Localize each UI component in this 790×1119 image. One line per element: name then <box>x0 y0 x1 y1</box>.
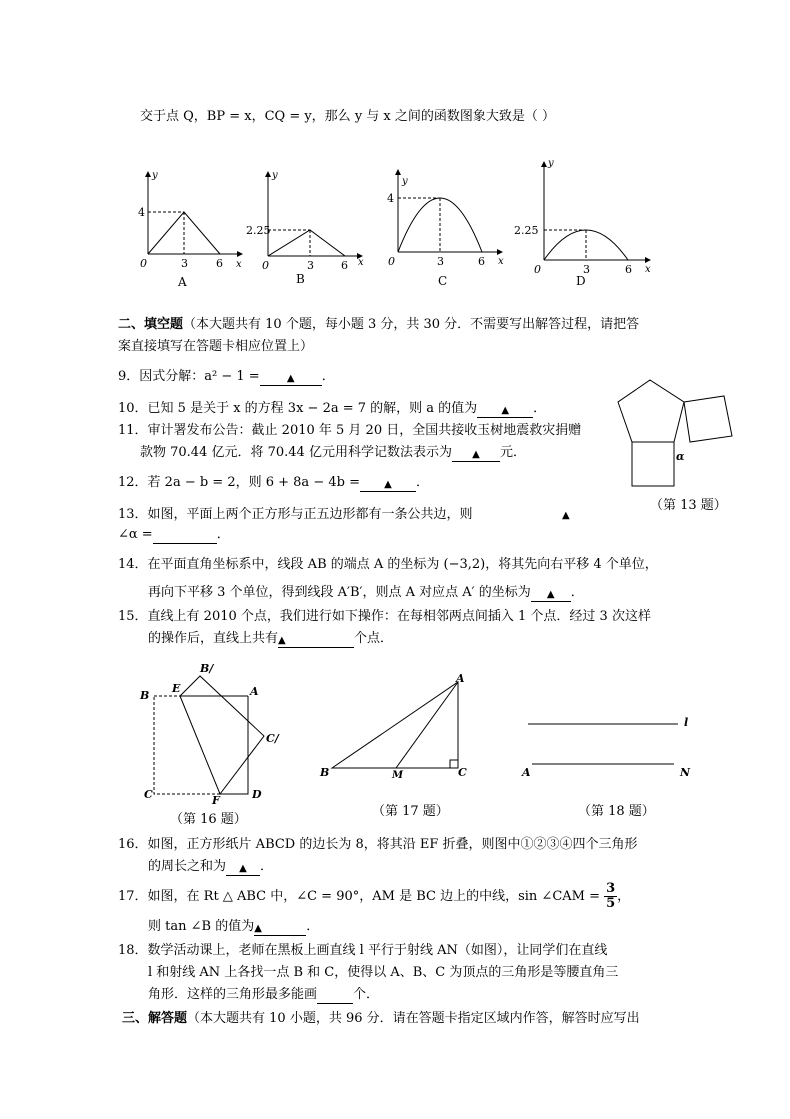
graph-a-ytick: 4 <box>138 206 145 219</box>
fig18-label-a: A <box>522 766 531 779</box>
graph-c <box>387 170 504 288</box>
fig13 <box>612 376 742 506</box>
answer-triangle-icon: ▲ <box>546 589 555 600</box>
fig18-label-l: l <box>684 716 689 729</box>
q16-line1: 16．如图，正方形纸片 ABCD 的边长为 8，将其沿 EF 折叠，则图中①②③④四个三角形 <box>118 837 638 852</box>
q13-blank <box>153 529 217 544</box>
graph-c-yaxis: y <box>402 176 408 187</box>
q13-triangle <box>562 506 570 525</box>
q16-line2 <box>148 858 273 876</box>
fig18 <box>518 712 698 792</box>
graph-c-label: C <box>438 274 448 288</box>
graph-c-xtick-6: 6 <box>478 255 485 268</box>
fig16-label-bprime: B/ <box>200 662 214 675</box>
q15-text: 的操作后，直线上共有 <box>148 631 279 646</box>
graph-b-xtick-6: 6 <box>341 259 348 272</box>
fig16-caption: （第 16 题） <box>170 812 247 827</box>
q18-text: 角形．这样的三角形最多能画 <box>148 987 318 1002</box>
graph-d-xtick-6: 6 <box>625 263 632 276</box>
q12-blank <box>360 477 416 492</box>
graph-c-ytick: 4 <box>387 192 394 205</box>
graph-d <box>514 158 651 288</box>
answer-triangle-icon: ▲ <box>501 405 510 416</box>
fig18-label-n: N <box>680 766 691 779</box>
q13-line2 <box>118 526 230 544</box>
graph-d-ytick: 2.25 <box>514 224 539 237</box>
q14-end: ． <box>570 585 584 600</box>
q15-end: 个点． <box>354 631 394 646</box>
q17-text2: 则 tan ∠B 的值为 <box>148 919 255 934</box>
section2-title: 二、填空题 <box>118 317 184 332</box>
graph-b-ytick: 2.25 <box>246 224 271 237</box>
q17-fraction <box>604 882 617 911</box>
graph-d-label: D <box>576 274 586 288</box>
q14-text: 再向下平移 3 个单位，得到线段 A′B′，则点 A 对应点 A′ 的坐标为 <box>148 585 531 600</box>
graph-a-yaxis: y <box>152 170 158 181</box>
graph-d-xaxis: x <box>645 264 651 275</box>
q11-line2 <box>140 444 526 462</box>
q17-blank <box>254 921 306 936</box>
q9 <box>118 368 335 386</box>
fig13-alpha: α <box>676 450 685 463</box>
answer-triangle-icon: ▲ <box>278 635 286 646</box>
q14-line2 <box>148 584 584 602</box>
fig16-label-d: D <box>252 788 262 801</box>
q18-line3 <box>148 986 379 1004</box>
answer-triangle-icon: ▲ <box>254 923 262 934</box>
fig16-label-c: C <box>144 788 153 801</box>
graph-b-xtick-3: 3 <box>307 259 314 272</box>
q11-blank <box>452 447 500 462</box>
fig16-label-cprime: C/ <box>266 732 279 745</box>
q13-line1: 13．如图，平面上两个正方形与正五边形都有一条公共边，则 <box>118 507 473 522</box>
q15-line2 <box>148 630 393 648</box>
q16-end: ． <box>260 859 274 874</box>
q9-blank <box>260 371 322 386</box>
q16-blank <box>226 861 260 876</box>
q18-blank <box>317 989 353 1004</box>
q17-num: 3 <box>606 881 616 896</box>
q11-end: 元． <box>499 445 526 460</box>
fig16-label-b: B <box>140 689 150 702</box>
section2-header <box>118 316 639 334</box>
graph-b-label: B <box>296 272 305 286</box>
graph-d-yaxis: y <box>548 158 554 169</box>
q13-text: ∠α = <box>118 527 153 542</box>
graph-b-xaxis: x <box>358 257 364 268</box>
answer-triangle-icon: ▲ <box>384 479 392 490</box>
q12-text: 12．若 2a − b = 2，则 6 + 8a − 4b = <box>118 475 360 490</box>
q11-text: 款物 70.44 亿元．将 70.44 亿元用科学记数法表示为 <box>140 445 452 460</box>
q18-end: 个． <box>353 987 380 1002</box>
section3-title: 三、解答题 <box>122 1011 188 1026</box>
q11-line1: 11．审计署发布公告：截止 2010 年 5 月 20 日，全国共接收玉树地震救灾捐赠 <box>118 423 582 438</box>
fig13-caption: （第 13 题） <box>650 498 727 513</box>
graph-d-xtick-3: 3 <box>583 263 590 276</box>
answer-triangle-icon: ▲ <box>562 510 570 521</box>
section2-desc2: 案直接填写在答题卡相应位置上） <box>118 339 314 354</box>
fig16-label-f: F <box>212 794 220 807</box>
graph-a-xaxis: x <box>236 259 242 270</box>
fig16 <box>136 658 296 808</box>
section2-desc1: （本大题共有 10 个题，每小题 3 分，共 30 分．不需要写出解答过程，请把答 <box>183 317 640 332</box>
answer-triangle-icon: ▲ <box>286 373 295 384</box>
fig17-label-c: C <box>458 766 467 779</box>
fig17-label-b: B <box>320 766 330 779</box>
answer-triangle-icon: ▲ <box>239 863 247 874</box>
q13-end: ． <box>216 527 230 542</box>
q10 <box>118 400 546 418</box>
q14-line1: 14．在平面直角坐标系中，线段 AB 的端点 A 的坐标为 (−3,2)，将其先向右平移 4 个单位， <box>118 557 658 572</box>
q16-text: 的周长之和为 <box>148 859 227 874</box>
q17-end: ． <box>306 919 320 934</box>
fig17-caption: （第 17 题） <box>372 804 449 819</box>
graph-a-xtick-6: 6 <box>216 257 223 270</box>
q17-text: 17．如图，在 Rt △ ABC 中，∠C = 90°，AM 是 BC 边上的中线，sin ∠CAM = <box>118 889 600 904</box>
q12 <box>118 474 429 492</box>
fig18-caption: （第 18 题） <box>578 804 655 819</box>
q18-line1: 18．数学活动课上，老师在黑板上画直线 l 平行于射线 AN（如图），让同学们在直线 <box>118 943 608 958</box>
graph-a <box>138 170 242 289</box>
q17-den: 5 <box>606 896 616 911</box>
q10-end: ． <box>533 401 547 416</box>
fig16-label-a: A <box>250 685 259 698</box>
fig17-label-m: M <box>392 770 404 781</box>
q17-comma: ， <box>617 889 631 904</box>
graph-c-xaxis: x <box>498 256 504 267</box>
q17-line1 <box>118 882 630 914</box>
q14-blank <box>531 587 571 602</box>
graph-a-origin: 0 <box>140 257 147 270</box>
q9-end: ． <box>321 369 335 384</box>
graph-b-origin: 0 <box>262 259 269 272</box>
section3-header <box>122 1010 640 1028</box>
graph-c-xtick-3: 3 <box>437 255 444 268</box>
q18-line2: l 和射线 AN 上各找一点 B 和 C，使得以 A、B、C 为顶点的三角形是等腰直角三 <box>148 965 619 980</box>
graph-d-origin: 0 <box>534 263 541 276</box>
fig17 <box>316 672 476 792</box>
q8-intro: 交于点 Q，BP = x，CQ = y，那么 y 与 x 之间的函数图象大致是（ ） <box>140 109 556 124</box>
q15-line1: 15．直线上有 2010 个点，我们进行如下操作：在每相邻两点间插入 1 个点．经过 3 次这样 <box>118 609 651 624</box>
graph-c-origin: 0 <box>388 255 395 268</box>
q17-line2 <box>148 918 319 936</box>
graph-a-xtick-3: 3 <box>181 257 188 270</box>
section3-desc: （本大题共有 10 小题，共 96 分．请在答题卡指定区域内作答，解答时应写出 <box>187 1011 640 1026</box>
graph-a-label: A <box>178 275 187 289</box>
q9-text: 9．因式分解：a² − 1 = <box>118 369 260 384</box>
q10-blank <box>477 403 533 418</box>
q10-text: 10．已知 5 是关于 x 的方程 3x − 2a = 7 的解，则 a 的值为 <box>118 401 478 416</box>
graph-b <box>246 170 364 286</box>
fig17-label-a: A <box>456 672 465 685</box>
answer-triangle-icon: ▲ <box>472 449 480 460</box>
q15-blank <box>278 633 354 648</box>
q12-end: ． <box>415 475 429 490</box>
fig16-label-e: E <box>172 682 181 695</box>
graph-b-yaxis: y <box>272 170 278 181</box>
